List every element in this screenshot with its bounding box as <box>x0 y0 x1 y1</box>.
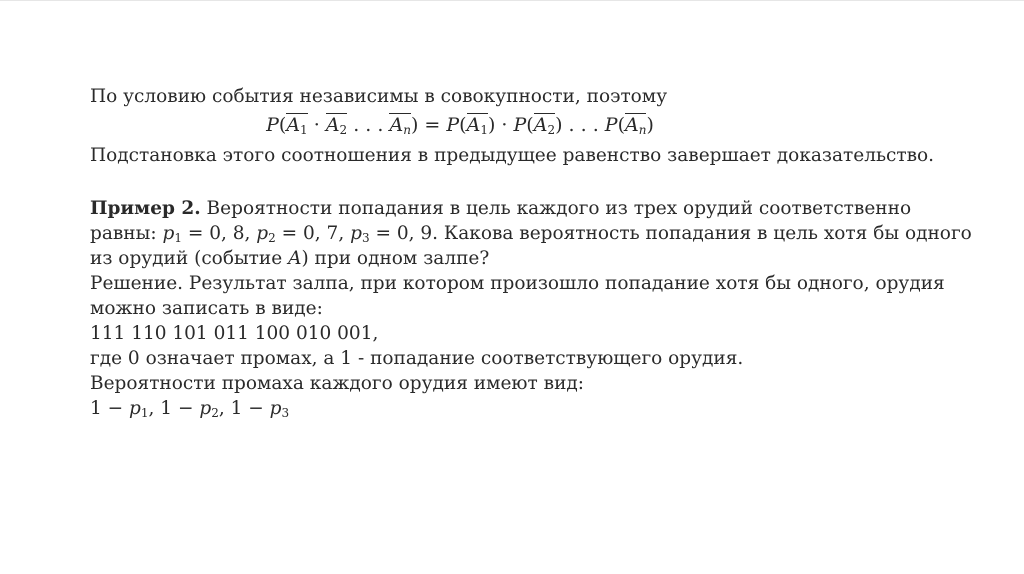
top-divider <box>0 0 1024 1</box>
solution-line-2: можно записать в виде: <box>90 298 323 319</box>
example-line-3: из орудий (событие A) при одном залпе? <box>90 248 490 269</box>
miss-probabilities-formula: $1 - p_1$, $1 - p_2$, $1 - p_3$ <box>90 398 290 420</box>
example-line-1: Пример 2. Вероятности попадания в цель каждого из трех орудий соответственно <box>90 198 912 219</box>
outcome-codes: 111 110 101 011 100 010 001, <box>90 323 379 344</box>
example-line-2: равны: $p_1 = 0$, 8, $p_2 = 0$, 7, $p_3 = 0$, 9. Какова вероятность попадания в цель хотя бы одного <box>90 223 972 245</box>
paragraph-independence: По условию события независимы в совокупности, поэтому <box>90 86 668 107</box>
codes-explanation: где 0 означает промах, а 1 - попадание соответствующего орудия. <box>90 348 744 369</box>
example-title: Пример 2. <box>90 198 201 219</box>
solution-line-1: Решение. Результат залпа, при котором произошло попадание хотя бы одного, орудия <box>90 273 945 294</box>
product-formula: $P(A_1 \cdot A_2$ . . . $A_n) = P(A_1) \cdot P(A_2)$ . . . $P(A_n)$ <box>266 114 654 137</box>
miss-probabilities-intro: Вероятности промаха каждого орудия имеют вид: <box>90 373 585 394</box>
paragraph-substitution: Подстановка этого соотношения в предыдущее равенство завершает доказательство. <box>90 145 935 166</box>
slide-content <box>90 84 972 421</box>
